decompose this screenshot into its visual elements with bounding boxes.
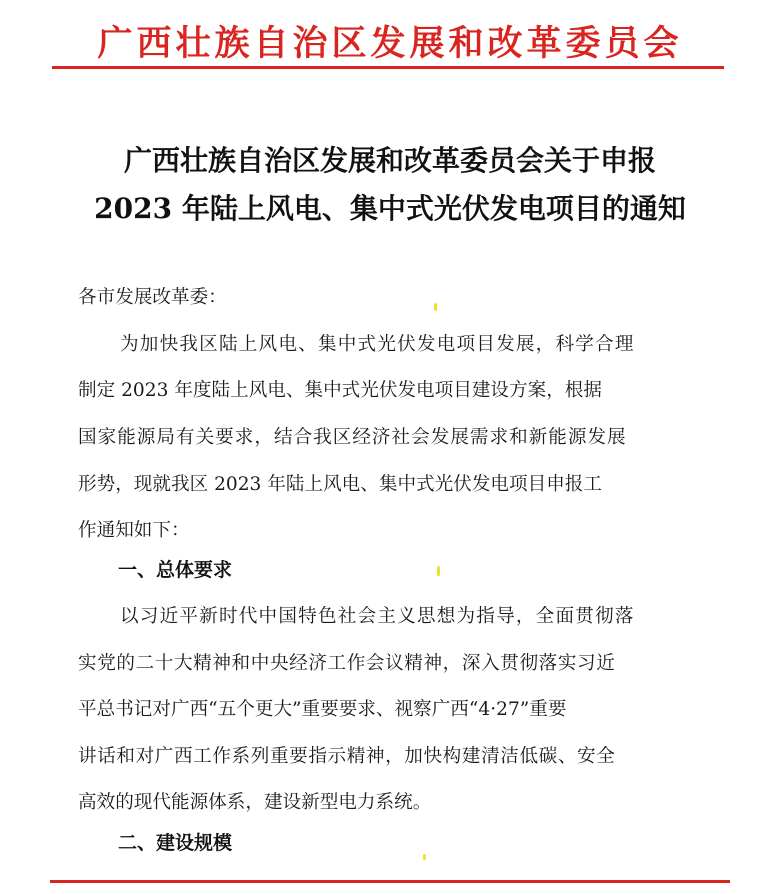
document-title-line-1: 广西壮族自治区发展和改革委员会关于申报 [123, 144, 656, 177]
section-2-heading: 二、建设规模 [118, 832, 233, 854]
section-1-line-1: 以习近平新时代中国特色社会主义思想为指导，全面贯彻落 [120, 606, 635, 627]
letterhead-red-rule [52, 66, 724, 69]
salutation: 各市发展改革委： [78, 287, 227, 308]
section-1-heading: 一、总体要求 [118, 559, 233, 581]
section-1-line-3: 平总书记对广西“五个更大”重要要求、视察广西“4·27”重要 [78, 699, 567, 720]
section-1-line-5: 高效的现代能源体系，建设新型电力系统。 [78, 792, 432, 813]
intro-line-5: 作通知如下： [78, 520, 190, 541]
letterhead-organization: 广西壮族自治区发展和改革委员会 [97, 23, 683, 64]
scan-speck [437, 566, 440, 576]
intro-line-4: 形势，现就我区 2023 年陆上风电、集中式光伏发电项目申报工 [78, 474, 602, 495]
section-1-line-2: 实党的二十大精神和中央经济工作会议精神，深入贯彻落实习近 [78, 653, 616, 674]
intro-line-3: 国家能源局有关要求，结合我区经济社会发展需求和新能源发展 [78, 427, 627, 448]
section-1-line-4: 讲话和对广西工作系列重要指示精神，加快构建清洁低碳、安全 [78, 746, 616, 767]
document-title-line-2: 2023 年陆上风电、集中式光伏发电项目的通知 [94, 192, 686, 225]
intro-line-2: 制定 2023 年度陆上风电、集中式光伏发电项目建设方案，根据 [78, 380, 602, 401]
scan-speck [423, 854, 426, 860]
footer-red-rule [50, 880, 730, 883]
intro-line-1: 为加快我区陆上风电、集中式光伏发电项目发展，科学合理 [120, 334, 635, 355]
scan-speck [434, 303, 437, 311]
